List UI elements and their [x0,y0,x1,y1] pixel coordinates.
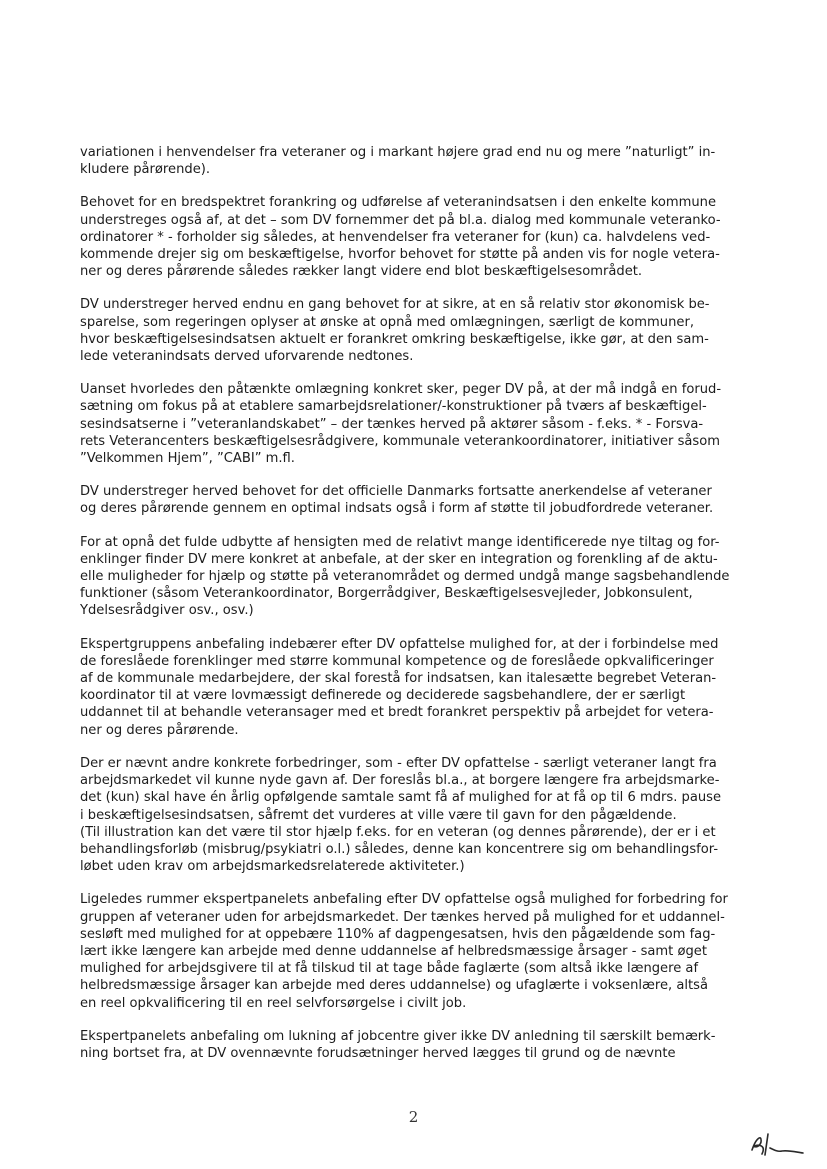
text-line: Ligeledes rummer ekspertpanelets anbefaling efter DV opfattelse også mulighed for forbedring for [80,892,728,908]
text-line: løbet uden krav om arbejdsmarkedsrelaterede aktiviteter.) [80,859,465,875]
paragraph [80,755,762,875]
text-line: mulighed for arbejdsgivere til at få tilskud til at tage både faglærte (som altså ikke længere af [80,961,699,977]
text-line: uddannet til at behandle veteransager med et bredt forankret perspektiv på arbejdet for vetera- [80,705,714,721]
text-line: Behovet for en bredspektret forankring og udførelse af veteranindsatsen i den enkelte kommune [80,195,716,211]
paragraph [80,1028,762,1062]
text-line: Ekspertgruppens anbefaling indebærer efter DV opfattelse mulighed for, at der i forbindelse med [80,636,719,652]
text-line: ”Velkommen Hjem”, ”CABI” m.fl. [80,451,295,467]
text-line: lede veteranindsats derved uforvarende nedtones. [80,349,414,365]
text-line: kludere pårørende). [80,162,211,178]
paragraph [80,483,762,517]
paragraph [80,194,762,280]
text-line: DV understreger herved behovet for det officielle Danmarks fortsatte anerkendelse af veteraner [80,484,712,500]
text-line: understreges også af, at det – som DV fornemmer det på bl.a. dialog med kommunale veteranko- [80,212,721,228]
text-line: variationen i henvendelser fra veteraner og i markant højere grad end nu og mere ”naturligt” in- [80,145,716,160]
text-line: arbejdsmarkedet vil kunne nyde gavn af. Der foreslås bl.a., at borgere længere fra arbejdsmarke- [80,773,720,789]
text-line: sesløft med mulighed for at oppebære 110% af dagpengesatsen, hvis den pågældende som fag- [80,926,716,942]
text-line: lært ikke længere kan arbejde med denne uddannelse af helbredsmæssige årsager - samt øget [80,943,707,959]
paragraph [80,636,762,739]
text-line: i beskæftigelsesindsatsen, såfremt det vurderes at ville være til gavn for den pågældende. [80,807,677,823]
text-line: For at opnå det fulde udbytte af hensigten med de relativt mange identificerede nye tiltag og for- [80,534,720,550]
text-line: sætning om fokus på at etablere samarbejdsrelationer/-konstruktioner på tværs af beskæftigel- [80,399,707,415]
handwritten-initials-signature [748,1128,806,1158]
paragraph [80,381,762,467]
body-text [80,144,762,1078]
text-line: DV understreger herved endnu en gang behovet for at sikre, at en så relativ stor økonomisk be- [80,297,710,313]
text-line: kommende drejer sig om beskæftigelse, hvorfor behovet for støtte på anden vis for nogle vetera- [80,247,720,263]
text-line: funktioner (såsom Veterankoordinator, Borgerrådgiver, Beskæftigelsesvejleder, Jobkonsulent, [80,586,693,602]
text-line: hvor beskæftigelsesindsatsen aktuelt er forankret omkring beskæftigelse, ikke gør, at den sam- [80,331,709,347]
text-line: elle muligheder for hjælp og støtte på veteranområdet og dermed undgå mange sagsbehandlende [80,569,730,585]
text-line: ning bortset fra, at DV ovennævnte forudsætninger herved lægges til grund og de nævnte [80,1045,676,1061]
text-line: rets Veterancenters beskæftigelsesrådgivere, kommunale veterankoordinatorer, initiativer såsom [80,433,721,449]
text-line: ner og deres pårørende. [80,722,239,738]
text-line: de foreslåede forenklinger med større kommunal kompetence og de foreslåede opkvalificeringer [80,653,714,669]
text-line: helbredsmæssige årsager kan arbejde med deres uddannelse) og ufaglærte i voksenlære, altså [80,978,709,994]
text-line: (Til illustration kan det være til stor hjælp f.eks. for en veteran (og dennes pårørende), der er i et [80,824,716,840]
page-number: 2 [408,1108,419,1126]
paragraph [80,534,762,620]
text-line: det (kun) skal have én årlig opfølgende samtale samt få af mulighed for at få op til 6 mdrs. pause [80,790,722,806]
paragraph [80,144,762,178]
text-line: sparelse, som regeringen oplyser at ønske at opnå med omlægningen, særligt de kommuner, [80,314,694,330]
paragraph [80,891,762,1011]
text-line: ner og deres pårørende således rækker langt videre end blot beskæftigelsesområdet. [80,264,643,280]
text-line: Der er nævnt andre konkrete forbedringer, som - efter DV opfattelse - særligt veteraner langt fra [80,755,717,771]
text-line: enklinger finder DV mere konkret at anbefale, at der sker en integration og forenkling af de aktu- [80,551,718,567]
text-line: behandlingsforløb (misbrug/psykiatri o.l.) således, denne kan koncentrere sig om behandlingsfor- [80,841,719,857]
paragraph [80,296,762,365]
text-line: en reel opkvalificering til en reel selvforsørgelse i civilt job. [80,995,467,1011]
text-line: ordinatorer * - forholder sig således, at henvendelser fra veteraner for (kun) ca. halvdelens ved- [80,229,711,245]
text-line: gruppen af veteraner uden for arbejdsmarkedet. Der tænkes herved på mulighed for et uddannel- [80,909,725,925]
text-line: Ydelsesrådgiver osv., osv.) [80,603,254,619]
text-line: af de kommunale medarbejdere, der skal forestå for indsatsen, kan italesætte begrebet Veteran- [80,671,717,687]
text-line: Ekspertpanelets anbefaling om lukning af jobcentre giver ikke DV anledning til særskilt bemærk- [80,1028,716,1044]
text-line: koordinator til at være lovmæssigt definerede og deciderede sagsbehandlere, der er særligt [80,688,686,704]
text-line: sesindsatserne i ”veteranlandskabet” – der tænkes herved på aktører såsom - f.eks. * - Forsva- [80,416,704,432]
text-line: Uanset hvorledes den påtænkte omlægning konkret sker, peger DV på, at der må indgå en forud- [80,382,722,398]
text-line: og deres pårørende gennem en optimal indsats også i form af støtte til jobudfordrede veteraner. [80,501,714,517]
